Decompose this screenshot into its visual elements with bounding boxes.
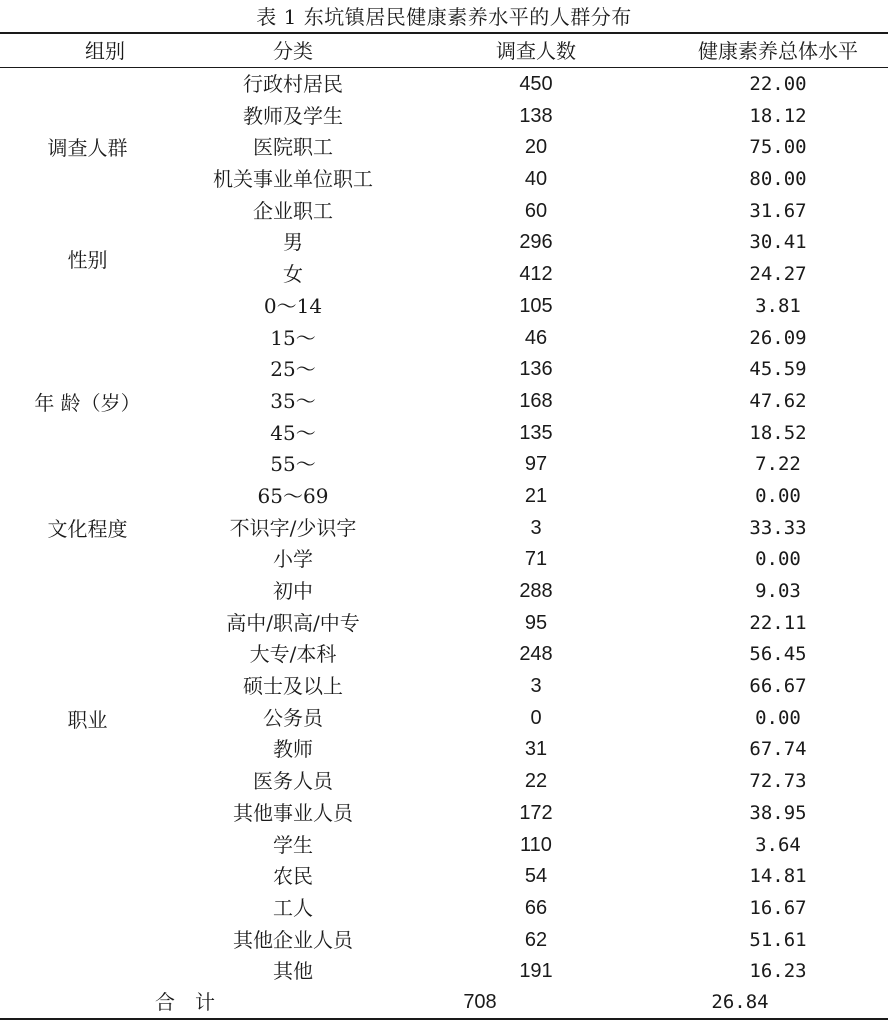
table-row — [0, 386, 888, 418]
row-count: 20 — [524, 136, 548, 159]
table-row — [0, 544, 888, 576]
row-category: 企业职工 — [253, 198, 333, 223]
row-count: 71 — [524, 548, 548, 571]
row-category: 35～ — [270, 388, 316, 413]
row-category: 高中/职高/中专 — [226, 610, 360, 635]
table-row — [0, 734, 888, 766]
table-row — [0, 830, 888, 862]
row-category: 不识字/少识字 — [229, 515, 357, 540]
table-row — [0, 323, 888, 355]
row-level: 80.00 — [749, 168, 807, 191]
row-count: 412 — [519, 263, 553, 286]
row-count: 110 — [520, 833, 552, 856]
group-label-gender: 性别 — [67, 248, 108, 272]
row-level: 26.09 — [749, 326, 807, 349]
row-level: 7.22 — [755, 453, 801, 476]
row-category: 教师 — [273, 737, 313, 762]
row-level: 16.67 — [749, 896, 807, 919]
row-level: 51.61 — [749, 928, 807, 951]
table-row — [0, 101, 888, 133]
table-row — [0, 259, 888, 291]
row-category: 医院职工 — [253, 135, 333, 160]
row-count: 168 — [519, 389, 553, 412]
row-category: 行政村居民 — [243, 72, 343, 96]
row-category: 学生 — [273, 832, 313, 857]
header-category: 分类 — [273, 39, 313, 63]
row-category: 其他企业人员 — [233, 927, 353, 952]
row-category: 0～14 — [263, 293, 323, 318]
row-count: 97 — [524, 453, 548, 476]
table-row — [0, 798, 888, 830]
row-count: 172 — [519, 801, 553, 824]
bottom-rule — [0, 1018, 888, 1020]
row-count: 66 — [524, 896, 548, 919]
row-category: 机关事业单位职工 — [213, 167, 373, 192]
row-category: 农民 — [273, 864, 313, 889]
row-count: 3 — [530, 516, 542, 539]
row-count: 62 — [524, 928, 548, 951]
row-category: 教师及学生 — [243, 103, 343, 128]
table-row — [0, 513, 888, 545]
row-count: 95 — [524, 611, 548, 634]
row-level: 33.33 — [749, 516, 807, 539]
row-category: 工人 — [273, 895, 313, 920]
row-count: 40 — [524, 168, 548, 191]
row-count: 21 — [524, 484, 548, 507]
row-count: 296 — [519, 231, 553, 254]
row-count: 138 — [519, 104, 553, 127]
row-category: 其他事业人员 — [233, 800, 353, 825]
row-count: 60 — [524, 199, 548, 222]
row-category: 女 — [283, 262, 303, 287]
row-level: 24.27 — [749, 263, 807, 286]
header-level: 健康素养总体水平 — [698, 39, 858, 63]
row-level: 14.81 — [749, 865, 807, 888]
table-row — [0, 576, 888, 608]
row-count: 450 — [519, 73, 553, 95]
table-row — [0, 703, 888, 735]
row-count: 46 — [524, 326, 548, 349]
row-count: 31 — [524, 738, 548, 761]
row-level: 31.67 — [749, 199, 807, 222]
row-level: 72.73 — [749, 770, 807, 793]
row-count: 136 — [519, 358, 553, 381]
row-count: 288 — [519, 580, 553, 602]
row-level: 3.64 — [755, 833, 801, 856]
header-count: 调查人数 — [496, 39, 576, 63]
row-count: 3 — [530, 675, 542, 698]
row-level: 66.67 — [749, 675, 807, 698]
table-row — [0, 354, 888, 386]
row-level: 56.45 — [749, 643, 807, 666]
row-level: 22.00 — [749, 73, 807, 95]
table-row — [0, 196, 888, 228]
row-count: 54 — [524, 865, 548, 888]
table-row — [0, 291, 888, 323]
row-category: 25～ — [270, 357, 316, 382]
row-level: 47.62 — [749, 389, 807, 412]
row-category: 45～ — [270, 420, 316, 445]
row-category: 硕士及以上 — [243, 674, 343, 699]
row-level: 16.23 — [749, 960, 807, 983]
row-level: 18.52 — [749, 421, 807, 444]
row-level: 0.00 — [755, 548, 801, 571]
table-row — [0, 956, 888, 988]
row-category: 公务员 — [263, 705, 323, 730]
row-category: 65～69 — [257, 483, 329, 508]
table-row — [0, 893, 888, 925]
row-category: 初中 — [273, 579, 313, 603]
row-category: 大专/本科 — [249, 642, 337, 667]
table-row — [0, 608, 888, 640]
table-row — [0, 639, 888, 671]
table-row — [0, 671, 888, 703]
table-row — [0, 69, 888, 101]
table-row — [0, 132, 888, 164]
row-count: 248 — [519, 643, 553, 666]
row-count: 135 — [519, 421, 553, 444]
header-group: 组别 — [85, 39, 125, 63]
group-label-education: 文化程度 — [47, 517, 128, 541]
row-level: 38.95 — [749, 801, 807, 824]
table-row — [0, 164, 888, 196]
table-row — [0, 449, 888, 481]
table-row — [0, 227, 888, 259]
table-body — [0, 69, 888, 988]
row-level: 0.00 — [755, 484, 801, 507]
row-count: 22 — [524, 770, 548, 793]
row-count: 191 — [519, 960, 553, 983]
row-category: 55～ — [270, 452, 316, 477]
table-row — [0, 766, 888, 798]
total-label: 合计 — [155, 990, 235, 1014]
table-row — [0, 861, 888, 893]
row-level: 18.12 — [749, 104, 807, 127]
row-level: 45.59 — [749, 358, 807, 381]
row-category: 医务人员 — [253, 769, 333, 794]
row-level: 67.74 — [749, 738, 807, 761]
row-level: 3.81 — [755, 294, 801, 317]
total-level: 26.84 — [711, 991, 769, 1013]
total-count: 708 — [463, 991, 497, 1013]
table-row — [0, 418, 888, 450]
row-level: 22.11 — [749, 611, 807, 634]
group-label-population: 调查人群 — [47, 136, 128, 160]
row-category: 男 — [283, 230, 303, 255]
row-category: 小学 — [273, 547, 313, 572]
table-row — [0, 481, 888, 513]
group-label-occupation: 职业 — [67, 708, 108, 732]
row-level: 9.03 — [755, 580, 801, 602]
group-label-age: 年 龄（岁） — [34, 391, 141, 415]
row-category: 15～ — [270, 325, 316, 350]
row-category: 其他 — [273, 959, 313, 984]
row-count: 105 — [519, 294, 553, 317]
row-level: 0.00 — [755, 706, 801, 729]
row-level: 30.41 — [749, 231, 807, 254]
header-rule — [0, 67, 888, 68]
table-caption: 表 1 东坑镇居民健康素养水平的人群分布 — [256, 5, 632, 29]
row-count: 0 — [530, 706, 542, 729]
row-level: 75.00 — [749, 136, 807, 159]
table-row — [0, 925, 888, 957]
